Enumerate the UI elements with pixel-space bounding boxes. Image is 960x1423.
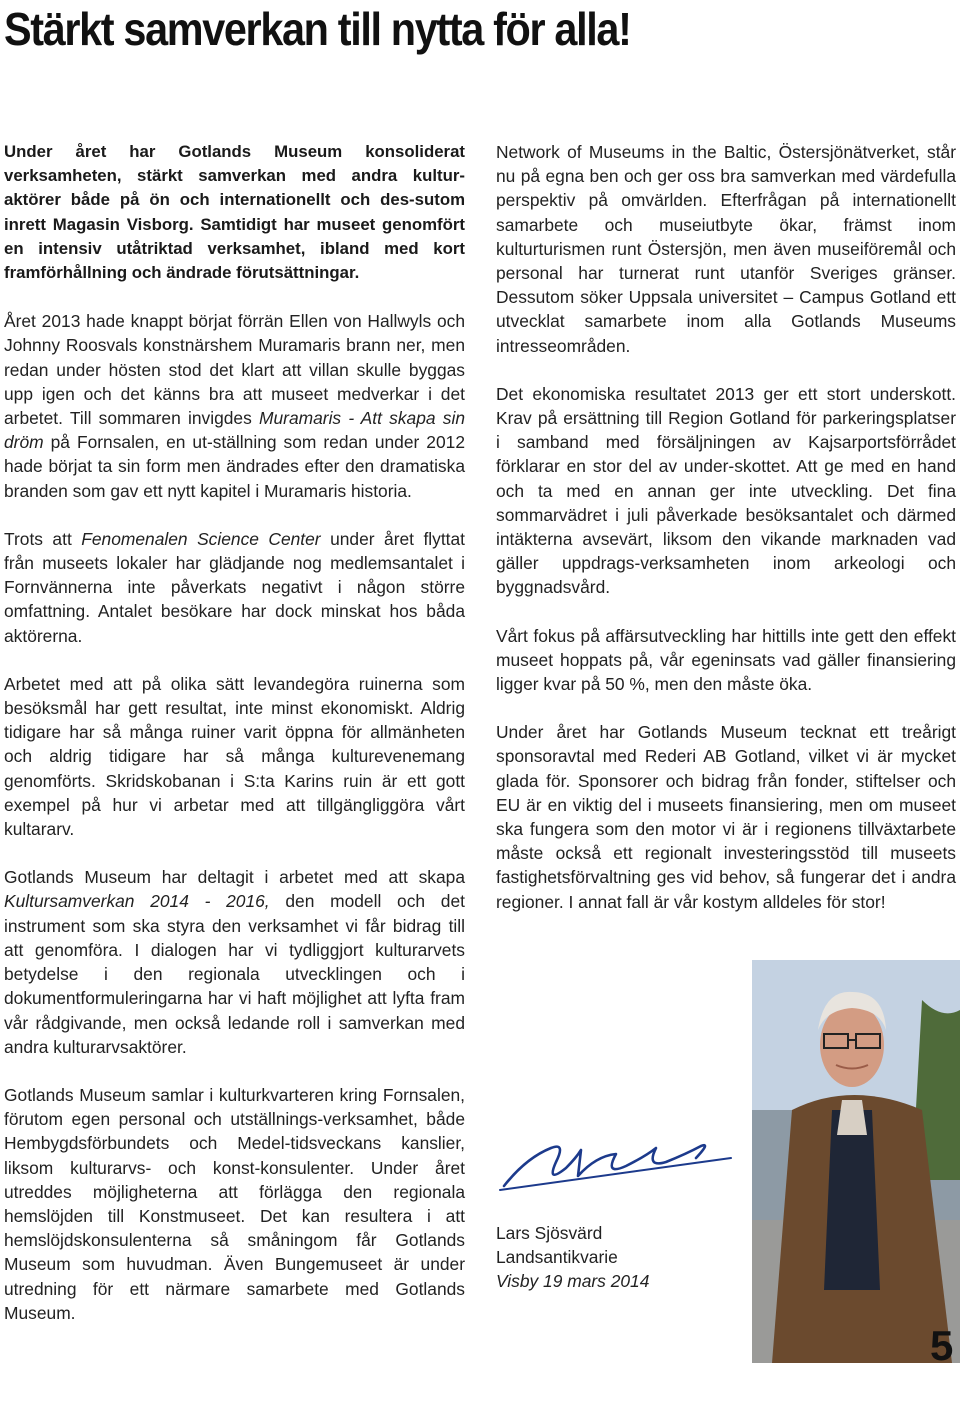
paragraph-economy: Det ekonomiska resultatet 2013 ger ett stort underskott. Krav på ersättning till Region Gotland för parkeringsplatser i samband med försäljningen av Kajsarportsförrådet förklarar en stor del av under-skottet. Att ge med en hand och ta med en annan ger inte utveckling. Det fina sommarvädret i juli påverkade besöksantalet och därmed intäkterna avsevärt, liksom den vikande marknaden vad gäller uppdrags-verksamheten inom arkeologi och byggnadsvård. [496,383,956,598]
paragraph-muramaris: Året 2013 hade knappt börjat förrän Ellen von Hallwyls och Johnny Roosvals konstnärshem Muramaris brann ner, men redan under hösten stod det klart att villan skulle byggas upp igen och det känns bra att museet medverkar i det arbetet. Till sommaren invigdes Muramaris - Att skapa sin dröm på Fornsalen, en ut-ställning som redan under 2012 hade börjat ta sin form men ändrades efter den dramatiska branden som gav ett nytt kapitel i Muramaris historia. [4,311,465,501]
paragraph-business: Vårt fokus på affärsutveckling har hittills inte gett den effekt museet hoppats på, vår egeninsats vad gäller finansiering ligger kvar på 50 %, men den måste öka. [496,625,956,695]
paragraph-sponsorship: Under året har Gotlands Museum tecknat ett treårigt sponsoravtal med Rederi AB Gotland, vilket vi är mycket glada för. Sponsorer och bidrag från fonder, stiftelser och EU är en viktig del i museets finansiering, men om museet ska fungera som den motor vi är i regionens tillväxtarbete måste också ett regionalt investeringsstöd till museets fastighetsförvaltning ges vid behov, så fungerar det i andra regioner. I annat fall är vår kostym alldeles för stor! [496,722,956,912]
paragraph-kulturkvarteren: Gotlands Museum samlar i kulturkvarteren kring Fornsalen, förutom egen personal och utställnings-verksamhet, både Hembygdsförbundets och Medel-tidsveckans kanslier, liksom kulturarvs- och konst-konsulenter. Under året utreddes möjligheterna att förlägga den regionala hemslöjden till Konstmuseet. Det kan resultera i att hemslöjdskonsulenterna så småningom får Gotlands Museum som huvudman. Även Bungemuseet är under utredning för ett närmare samarbete med Gotlands Museum. [4,1084,465,1323]
paragraph-fenomenalen: Trots att Fenomenalen Science Center under året flyttat från museets lokaler har glädjande nog medlemsantalet i Fornvännerna inte påverkats negativt i någon större omfattning. Antalet besökare har dock minskat hos båda aktörerna. [4,528,466,646]
page-number: 5 [930,1322,954,1369]
paragraph-kultursamverkan: Gotlands Museum har deltagit i arbetet med att skapa Kultursamverkan 2014 - 2016, den modell och det instrument som ska styra den verksamhet vi får bidrag till att genomföra. I dialogen har vi tydliggjort kulturarvets betydelse i den regionala utvecklingen och i dokumentformuleringarna har vi haft möjlighet att lyfta fram vår rådgivande, men också ledande roll i samverkan med andra kulturarvsaktörer. [4,867,465,1057]
right-column [496,140,956,938]
signature-block [496,1221,649,1293]
left-column [4,140,465,1349]
signer-name: Lars Sjösvärd [496,1223,603,1243]
handwritten-signature [496,1128,746,1208]
signer-role: Landsantikvarie [496,1247,618,1267]
lead-paragraph: Under året har Gotlands Museum konsoliderat verksamheten, stärkt samverkan med andra kultur-aktörer både på ön och internationellt och des-sutom inrett Magasin Visborg. Samtidigt har museet genomfört en intensiv utåtriktad verksamhet, ibland med kort framförhållning och ändrade förutsättningar. [4,142,465,283]
paragraph-ruins: Arbetet med att på olika sätt levandegöra ruinerna som besöksmål har gett resultat, inte minst ekonomiskt. Aldrig tidigare har så många ruiner varit öppna för allmänheten och aldrig tidigare har så många kulturevenemang genomförts. Skridskobanan i S:ta Karins ruin är ett gott exempel på hur vi arbetar med att tillgängliggöra vårt kultararv. [4,673,465,840]
signer-place-date: Visby 19 mars 2014 [496,1271,650,1291]
portrait-photo [752,960,960,1363]
paragraph-network: Network of Museums in the Baltic, Östersjönätverket, står nu på egna ben och ger oss bra samverkan med värdefulla perspektiv på omvärlden. Efterfrågan på internationellt samarbete och museiutbyte ökar, främst inom kulturturismen runt Östersjön, men även museiföremål och personal har turnerat runt utanför Sveriges gränser. Dessutom söker Uppsala universitet – Campus Gotland ett utvecklat samarbete inom alla Gotlands Museums intresseområden. [496,142,956,356]
page-title: Stärkt samverkan till nytta för alla! [4,3,631,55]
